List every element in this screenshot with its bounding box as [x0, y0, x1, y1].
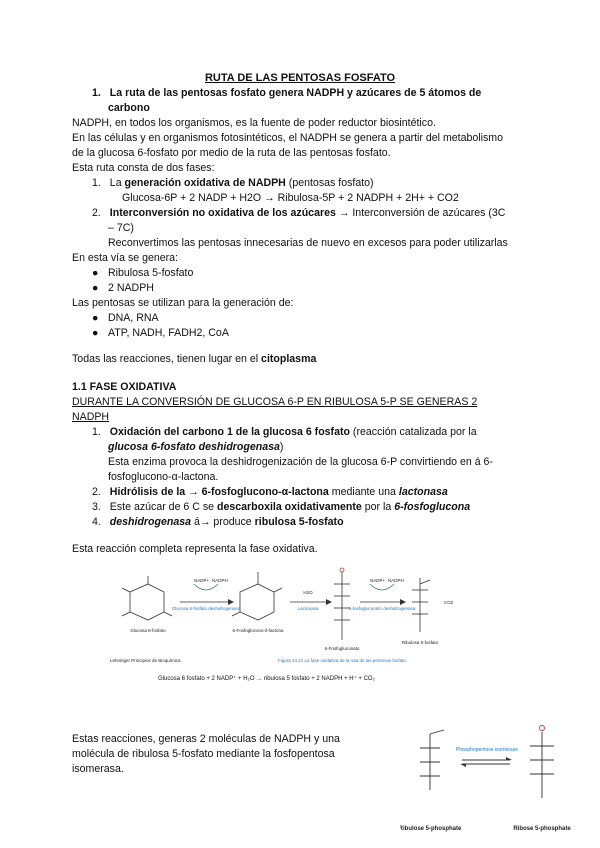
paragraph-generated: En esta vía se genera:	[72, 252, 179, 264]
subheading-b: NADPH	[72, 411, 110, 423]
paragraph-isomerase-b: molécula de ribulosa 5-fosfato mediante la fosfopentosa	[72, 748, 335, 760]
molecule-label: Ribulosa 5-fosfato	[401, 640, 439, 645]
phase-pre: La	[109, 177, 125, 189]
step-text: á→ produce	[191, 516, 255, 528]
step-text: Este azúcar de 6 C se	[109, 501, 217, 513]
water-label: H2O	[303, 590, 313, 595]
step-text: )	[279, 441, 284, 453]
step-4	[92, 515, 344, 531]
molecule-label: Glucosa 6-fosfato	[130, 628, 166, 633]
phase-post: (pentosas fosfato)	[285, 177, 374, 189]
cofactor-label: NADP+	[194, 578, 210, 583]
list-item: ● DNA, RNA	[92, 312, 159, 324]
cofactor-label: NADP+	[370, 578, 386, 583]
list-item-text: ATP, NADH, FADH2, CoA	[108, 327, 229, 339]
step-text: mediante una	[328, 486, 399, 498]
step-number: 4.	[92, 516, 101, 528]
molecule-label: 6-Fosfoglucono-δ-lactona	[232, 628, 284, 633]
phase-item-1	[92, 176, 374, 192]
enzyme-label: 6-fosfogluconato deshidrogenasa	[348, 606, 416, 611]
paragraph-oxidative: Esta reacción completa representa la fase oxidativa.	[72, 543, 318, 555]
figure-caption: Figura 14.21 La fase oxidativa de la ruta de las pentosas fosfato.	[278, 658, 408, 663]
enzyme-label: Lactonasa	[297, 606, 319, 611]
enzyme-name: lactonasa	[398, 486, 448, 498]
step-3	[92, 500, 470, 516]
phase-number: 1.	[92, 177, 101, 189]
isomerase-figure	[400, 720, 585, 840]
step-1	[92, 425, 477, 441]
paragraph-cells-a: En las células y en organismos fotosintéticos, el NADPH se genera a partir del metabolismo	[72, 132, 504, 144]
molecule-label: Ribose 5-phosphate	[513, 826, 571, 832]
ribose-structure	[530, 726, 554, 799]
step-bold: descarboxila oxidativamente	[216, 501, 362, 513]
list-item: ● ATP, NADH, FADH2, CoA	[92, 327, 229, 339]
paragraph-isomerase-c: isomerasa.	[72, 763, 124, 775]
paragraph-isomerase-a: Estas reacciones, generas 2 moléculas de NADPH y una	[72, 733, 340, 745]
heading-1-text: La ruta de las pentosas fosfato genera NADPH y azúcares de 5 átomos de	[109, 87, 482, 99]
list-item: ● Ribulosa 5-fosfato	[92, 267, 194, 279]
step-bold: Hidrólisis de la → 6-fosfoglucono-α-lactona	[109, 486, 329, 498]
heading-1-number: 1.	[92, 87, 101, 99]
step-1-detail-a: Esta enzima provoca la deshidrogenización de la glucosa 6-P convirtiendo en á 6-	[108, 456, 493, 468]
enzyme-name: 6-fosfoglucona	[394, 501, 471, 513]
ribulose-5-phosphate-structure	[412, 578, 430, 632]
page-title: RUTA DE LAS PENTOSAS FOSFATO	[204, 72, 396, 84]
subheading-a: DURANTE LA CONVERSIÓN DE GLUCOSA 6-P EN RIBULOSA 5-P SE GENERAS 2	[72, 396, 478, 408]
phase-bold: Interconversión no oxidativa de los azúcares	[109, 207, 336, 219]
cofactor-arc	[194, 584, 218, 590]
glucose-6-phosphate-structure	[122, 576, 172, 620]
phase-post: → Interconversión de azúcares (3C	[335, 207, 506, 219]
heading-1-cont: carbono	[108, 102, 150, 114]
arrow-head	[400, 599, 406, 605]
isomerase-diagram	[400, 720, 585, 840]
arrow-head	[228, 599, 234, 605]
paragraph-phases-intro: Esta ruta consta de dos fases:	[72, 162, 215, 174]
cofactor-arc	[370, 584, 394, 590]
list-item-text: 2 NADPH	[108, 282, 154, 294]
list-item-text: DNA, RNA	[108, 312, 159, 324]
cofactor-label: NADPH	[212, 578, 228, 583]
enzyme-name: deshidrogenasa	[109, 516, 192, 528]
enzyme-label: Glucosa 6-fosfato deshidrogenasa	[171, 606, 241, 611]
section-heading: 1.1 FASE OXIDATIVA	[72, 381, 177, 393]
step-bold: Oxidación del carbono 1 de la glucosa 6 fosfato	[109, 426, 350, 438]
step-number: 1.	[92, 426, 101, 438]
paragraph-uses: Las pentosas se utilizan para la generación de:	[72, 297, 294, 309]
enzyme-name: glucosa 6-fosfato deshidrogenasa	[108, 441, 280, 453]
paragraph-reconvert: Reconvertimos las pentosas innecesarias de nuevo en excesos para poder utilizarlas	[108, 237, 508, 249]
phosphoglucono-lactone-structure	[232, 572, 282, 620]
step-number: 2.	[92, 486, 101, 498]
phase-item-2-cont: – 7C)	[108, 222, 134, 234]
phosphogluconate-structure	[334, 568, 350, 640]
step-text: por la	[361, 501, 395, 513]
paragraph-cytoplasm	[72, 352, 316, 368]
phase-number: 2.	[92, 207, 101, 219]
cofactor-label: NADPH	[388, 578, 404, 583]
figure-equation: Glucosa 6 fosfato + 2 NADP⁺ + H₂O → ribulosa 5 fosfato + 2 NADPH + H⁺ + CO₂	[158, 676, 375, 682]
molecule-label: 6-Fosfogluconato	[324, 646, 360, 651]
step-2	[92, 485, 448, 501]
arrow-head	[506, 757, 512, 760]
phase-item-2	[92, 206, 505, 222]
oxidative-phase-diagram	[108, 562, 468, 690]
equation-phase: Glucosa-6P + 2 NADP + H2O → Ribulosa-5P + 2 NADPH + 2H+ + CO2	[122, 192, 459, 204]
step-1-enzyme	[108, 440, 283, 456]
arrow-head	[460, 764, 466, 767]
heading-1	[92, 86, 481, 102]
step-text: (reacción catalizada por la	[349, 426, 477, 438]
cytoplasm-text: Todas las reacciones, tienen lugar en el	[72, 353, 262, 365]
molecule-label: Ribulose 5-phosphate	[400, 826, 462, 832]
paragraph-nadph: NADPH, en todos los organismos, es la fuente de poder reductor biosintético.	[72, 117, 436, 129]
step-number: 3.	[92, 501, 101, 513]
cytoplasm-bold: citoplasma	[261, 353, 317, 365]
list-item: ● 2 NADPH	[92, 282, 154, 294]
oxidative-phase-figure	[108, 562, 468, 690]
arrow-head	[326, 599, 332, 605]
phase-bold: generación oxidativa de NADPH	[124, 177, 286, 189]
figure-credit: Lehninger Principios de Bioquímica	[110, 658, 181, 663]
list-item-text: Ribulosa 5-fosfato	[108, 267, 194, 279]
ribulose-structure	[420, 730, 444, 790]
paragraph-cells-b: de la glucosa 6-fosfato por medio de la ruta de las pentosas fosfato.	[72, 147, 391, 159]
co2-label: CO2	[444, 600, 454, 605]
step-bold: ribulosa 5-fosfato	[254, 516, 344, 528]
enzyme-label: Phosphopentose isomerase	[456, 747, 518, 753]
step-1-detail-b: fosfoglucono-α-lactona.	[108, 471, 219, 483]
